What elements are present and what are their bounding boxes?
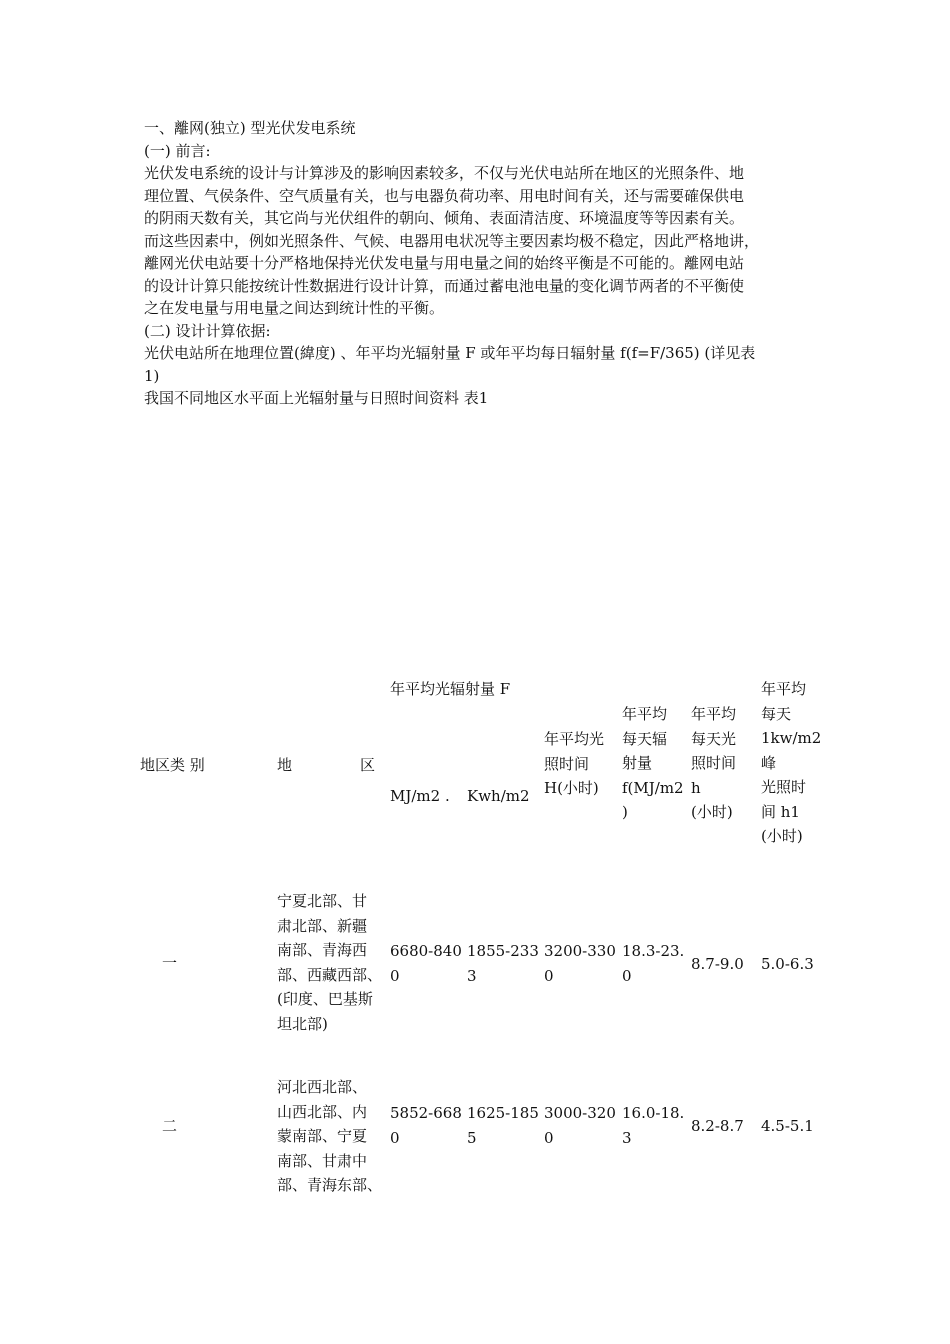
row-daily-f: 16.0-18. 3 (622, 1104, 685, 1147)
row-mj: 5852-668 0 (390, 1104, 462, 1147)
table-caption: 我国不同地区水平面上光辐射量与日照时间资料 表1 (144, 389, 489, 407)
intro-paragraph (144, 162, 814, 320)
intro-line: 之在发电量与用电量之间达到统计性的平衡。 (144, 299, 445, 317)
header-region-2: 区 (360, 756, 376, 774)
header-region-1: 地 (277, 756, 293, 774)
intro-line: 而这些因素中，例如光照条件、气候、电器用电状况等主要因素均极不稳定，因此严格地讲， (144, 231, 760, 250)
header-peak-hours: 年平均 每天 1kw/m2 峰 光照时 间 h1 (小时) (761, 680, 822, 845)
row-hours: 3000-320 0 (544, 1104, 616, 1147)
intro-line: 的阴雨天数有关，其它尚与光伏组件的朝向、倾角、表面清洁度、环境温度等等因素有关。 (144, 209, 745, 227)
intro-line: 離网光伏电站要十分严格地保持光伏发电量与用电量之间的始终平衡是不可能的。離网电站 (144, 254, 745, 272)
intro-line: 理位置、气侯条件、空气质量有关，也与电器负荷功率、用电时间有关，还与需要確保供电 (144, 186, 745, 205)
row-hours: 3200-330 0 (544, 942, 616, 985)
row-daily-h: 8.2-8.7 (691, 1117, 744, 1135)
row-kwh: 1625-185 5 (467, 1104, 539, 1147)
row-region: 河北西北部、 山西北部、内 蒙南部、宁夏 南部、甘肃中 部、青海东部、 (277, 1078, 383, 1194)
header-unit-mj: MJ/m2 . (390, 787, 450, 805)
section-heading: 一、離网(独立) 型光伏发电系统 (144, 119, 356, 137)
section-1-title: (一) 前言: (144, 141, 211, 160)
row-daily-h: 8.7-9.0 (691, 955, 744, 973)
row-mj: 6680-840 0 (390, 942, 462, 985)
row-region: 宁夏北部、甘 肃北部、新疆 南部、青海西 部、西藏西部、 (印度、巴基斯 坦北部) (277, 892, 383, 1033)
document-body (144, 117, 814, 410)
row-category: 一 (162, 954, 178, 972)
intro-line: 的设计计算只能按统计性数据进行设计计算，而通过蓄电池电量的变化调节两者的不平衡使 (144, 276, 745, 295)
row-daily-f: 18.3-23. 0 (622, 942, 685, 985)
header-daily-radiation: 年平均 每天辐 射量 f(MJ/m2 ) (622, 705, 684, 821)
row-category: 二 (162, 1117, 178, 1135)
intro-line: 光伏发电系统的设计与计算涉及的影响因素较多，不仅与光伏电站所在地区的光照条件、地 (144, 164, 745, 182)
section-2-title: (二) 设计计算依据: (144, 321, 271, 340)
header-daily-sunshine: 年平均 每天光 照时间 h (小时) (691, 705, 737, 821)
header-category: 地区类 别 (140, 756, 205, 774)
header-sunshine-hours: 年平均光 照时间 H(小时) (544, 730, 605, 797)
header-unit-kwh: Kwh/m2 (467, 787, 530, 805)
basis-line: 光伏电站所在地理位置(緯度) 、年平均光辐射量 F 或年平均每日辐射量 f(f=F/365) (详见表 (144, 344, 756, 362)
basis-line: 1) (144, 366, 160, 385)
row-peak-h1: 4.5-5.1 (761, 1117, 814, 1135)
row-kwh: 1855-233 3 (467, 942, 539, 985)
row-peak-h1: 5.0-6.3 (761, 955, 814, 973)
header-annual-radiation: 年平均光辐射量 F (390, 680, 511, 698)
